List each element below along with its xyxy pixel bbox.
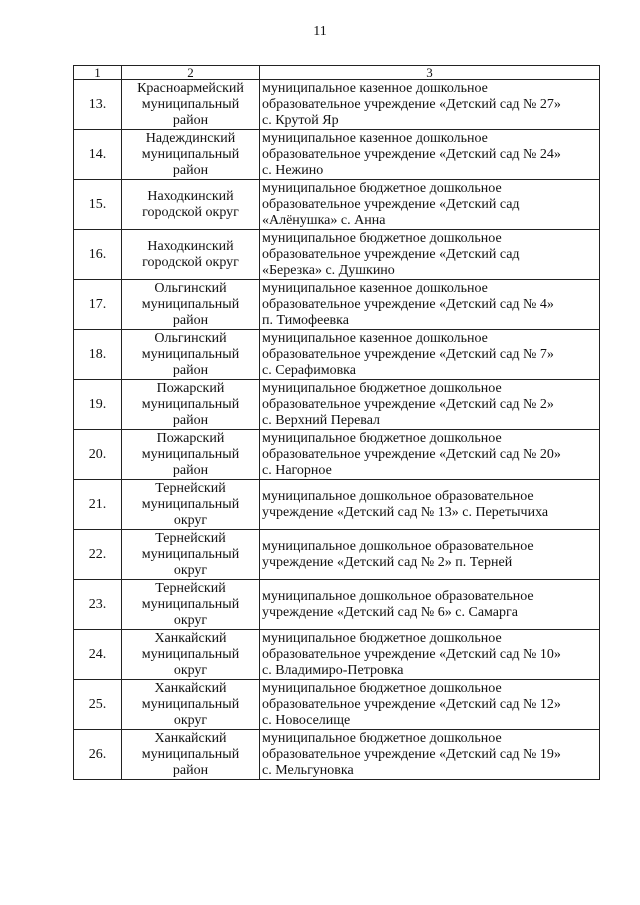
table-row	[74, 630, 600, 680]
row-number: 17.	[74, 280, 122, 330]
row-number: 22.	[74, 530, 122, 580]
institution-cell: муниципальное дошкольное образовательное учреждение «Детский сад № 2» п. Терней	[260, 530, 600, 580]
district-cell: Надеждинский муниципальный район	[122, 130, 260, 180]
row-number: 19.	[74, 380, 122, 430]
district-cell: Ольгинский муниципальный район	[122, 280, 260, 330]
district-cell: Красноармейский муниципальный район	[122, 80, 260, 130]
row-number: 24.	[74, 630, 122, 680]
table-row	[74, 130, 600, 180]
district-cell: Находкинский городской округ	[122, 180, 260, 230]
row-number: 23.	[74, 580, 122, 630]
district-cell: Тернейский муниципальный округ	[122, 580, 260, 630]
institution-cell: муниципальное бюджетное дошкольное образовательное учреждение «Детский сад № 12» с. Новоселище	[260, 680, 600, 730]
row-number: 25.	[74, 680, 122, 730]
table-row	[74, 230, 600, 280]
table-row	[74, 580, 600, 630]
table-header-row	[74, 66, 600, 80]
table-row	[74, 80, 600, 130]
institution-cell: муниципальное казенное дошкольное образовательное учреждение «Детский сад № 7» с. Серафимовка	[260, 330, 600, 380]
column-header-district: 2	[122, 66, 260, 80]
row-number: 15.	[74, 180, 122, 230]
table-row	[74, 430, 600, 480]
row-number: 18.	[74, 330, 122, 380]
institution-cell: муниципальное дошкольное образовательное учреждение «Детский сад № 6» с. Самарга	[260, 580, 600, 630]
table-row	[74, 380, 600, 430]
column-header-institution: 3	[260, 66, 600, 80]
institution-cell: муниципальное бюджетное дошкольное образовательное учреждение «Детский сад «Алёнушка» с. Анна	[260, 180, 600, 230]
institution-cell: муниципальное бюджетное дошкольное образовательное учреждение «Детский сад № 19» с. Мельгуновка	[260, 730, 600, 780]
institution-cell: муниципальное казенное дошкольное образовательное учреждение «Детский сад № 4» п. Тимофеевка	[260, 280, 600, 330]
institution-cell: муниципальное казенное дошкольное образовательное учреждение «Детский сад № 27» с. Крутой Яр	[260, 80, 600, 130]
institution-cell: муниципальное дошкольное образовательное учреждение «Детский сад № 13» с. Перетычиха	[260, 480, 600, 530]
district-cell: Тернейский муниципальный округ	[122, 480, 260, 530]
institution-cell: муниципальное казенное дошкольное образовательное учреждение «Детский сад № 24» с. Нежино	[260, 130, 600, 180]
institution-cell: муниципальное бюджетное дошкольное образовательное учреждение «Детский сад № 10» с. Владимиро-Петровка	[260, 630, 600, 680]
row-number: 21.	[74, 480, 122, 530]
institution-cell: муниципальное бюджетное дошкольное образовательное учреждение «Детский сад № 2» с. Верхний Перевал	[260, 380, 600, 430]
table-row	[74, 530, 600, 580]
row-number: 26.	[74, 730, 122, 780]
row-number: 13.	[74, 80, 122, 130]
district-cell: Пожарский муниципальный район	[122, 430, 260, 480]
table-row	[74, 180, 600, 230]
table-row	[74, 280, 600, 330]
institution-cell: муниципальное бюджетное дошкольное образовательное учреждение «Детский сад № 20» с. Нагорное	[260, 430, 600, 480]
district-cell: Ханкайский муниципальный округ	[122, 680, 260, 730]
district-cell: Находкинский городской округ	[122, 230, 260, 280]
row-number: 20.	[74, 430, 122, 480]
institutions-table	[73, 65, 600, 780]
table-row	[74, 480, 600, 530]
district-cell: Пожарский муниципальный район	[122, 380, 260, 430]
row-number: 14.	[74, 130, 122, 180]
table-row	[74, 730, 600, 780]
table-row	[74, 330, 600, 380]
table-row	[74, 680, 600, 730]
institution-cell: муниципальное бюджетное дошкольное образовательное учреждение «Детский сад «Березка» с. Душкино	[260, 230, 600, 280]
district-cell: Ханкайский муниципальный округ	[122, 630, 260, 680]
row-number: 16.	[74, 230, 122, 280]
column-header-number: 1	[74, 66, 122, 80]
district-cell: Ольгинский муниципальный район	[122, 330, 260, 380]
district-cell: Ханкайский муниципальный район	[122, 730, 260, 780]
page-number: 11	[313, 24, 327, 39]
district-cell: Тернейский муниципальный округ	[122, 530, 260, 580]
